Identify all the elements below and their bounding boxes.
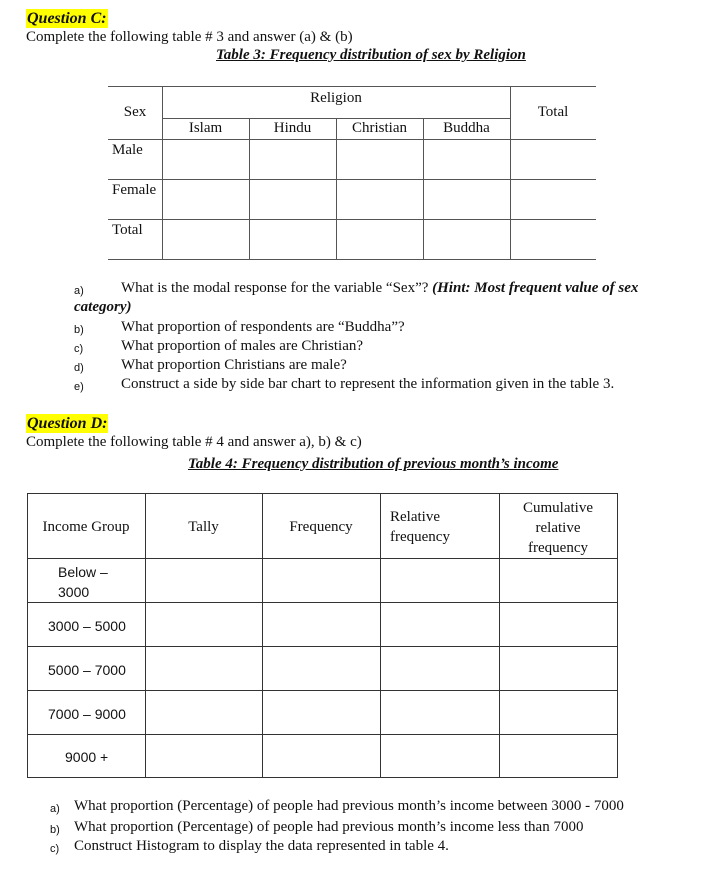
table-3-row-total: Total [112,222,143,238]
question-d-c-letter: c) [50,843,60,855]
question-c-heading: Question C: [27,10,107,27]
table-3-sex-header: Sex [123,104,147,120]
table-3-col-line-4 [423,118,424,259]
table-3-line-row2 [108,219,596,220]
table-4-header-frequency: Frequency [289,519,353,535]
question-d-a-letter: a) [50,803,60,815]
table-3-line-bottom [108,259,596,260]
table-3-col-buddha: Buddha [443,120,490,136]
table-4-header-cumulative-1: Cumulative [523,500,593,516]
table-4-row-9000-plus: 9000 + [65,749,109,765]
table-4-row-5000-7000: 5000 – 7000 [48,662,126,678]
question-c-a-body: What is the modal response for the variable “Sex”? [121,280,433,296]
table-3-col-hindu: Hindu [273,120,312,136]
table-4-line-header-bottom [27,558,618,559]
table-4-header-income-group: Income Group [42,519,130,535]
question-c-instruction: Complete the following table # 3 and answer (a) & (b) [26,29,353,45]
table-3-col-line-3 [336,118,337,259]
table-4-header-relative-1: Relative [390,509,440,525]
question-c-b-text: What proportion of respondents are “Buddha”? [121,319,405,335]
table-4-line-row1 [27,602,618,603]
table-4-row-below-2: 3000 [58,584,90,600]
table-4-row-3000-5000: 3000 – 5000 [48,618,126,634]
table-4-caption: Table 4: Frequency distribution of previous month’s income [188,456,559,472]
table-4-col-line-5 [617,493,618,777]
table-4-col-line-3 [380,493,381,777]
table-3-row-male: Male [112,142,143,158]
table-4-line-bottom [27,777,618,778]
table-3-line-row1 [108,179,596,180]
table-3-religion-header: Religion [310,90,362,106]
question-c-b-letter: b) [74,324,84,336]
question-c-a-continuation: category) [74,299,132,315]
question-c-a-letter: a) [74,285,84,297]
table-4-header-cumulative-2: relative [535,520,581,536]
question-c-e-letter: e) [74,381,84,393]
table-3-col-line-1 [162,86,163,259]
question-d-c-text: Construct Histogram to display the data represented in table 4. [74,838,449,854]
question-c-c-text: What proportion of males are Christian? [121,338,364,354]
table-3-col-islam: Islam [188,120,223,136]
table-4-row-7000-9000: 7000 – 9000 [48,706,126,722]
table-4-header-relative-2: frequency [390,529,450,545]
table-3-total-header: Total [537,104,569,120]
table-4-header-tally: Tally [188,519,219,535]
table-4-line-top [27,493,618,494]
question-d-b-text: What proportion (Percentage) of people had previous month’s income less than 7000 [74,819,584,835]
question-d-heading: Question D: [27,415,108,432]
table-4-header-cumulative-3: frequency [528,540,588,556]
table-3-col-christian: Christian [352,120,407,136]
question-d-b-letter: b) [50,824,60,836]
question-c-a-text [121,280,638,297]
question-d-instruction: Complete the following table # 4 and answer a), b) & c) [26,434,362,450]
table-4-line-row4 [27,734,618,735]
question-c-d-letter: d) [74,362,84,374]
table-3-caption: Table 3: Frequency distribution of sex by Religion [216,47,526,63]
table-3-line-top [108,86,596,87]
table-4-line-row3 [27,690,618,691]
table-4-line-row2 [27,646,618,647]
question-c-d-text: What proportion Christians are male? [121,357,347,373]
table-4-row-below-1: Below – [58,564,108,580]
question-c-c-letter: c) [74,343,84,355]
question-d-a-text: What proportion (Percentage) of people had previous month’s income between 3000 - 7000 [74,798,624,814]
question-c-a-hint: (Hint: Most frequent value of sex [432,280,639,296]
table-3-row-female: Female [112,182,157,198]
table-3-line-header-bottom [108,139,596,140]
question-c-e-text: Construct a side by side bar chart to represent the information given in the table 3. [121,376,615,392]
table-3-col-line-2 [249,118,250,259]
